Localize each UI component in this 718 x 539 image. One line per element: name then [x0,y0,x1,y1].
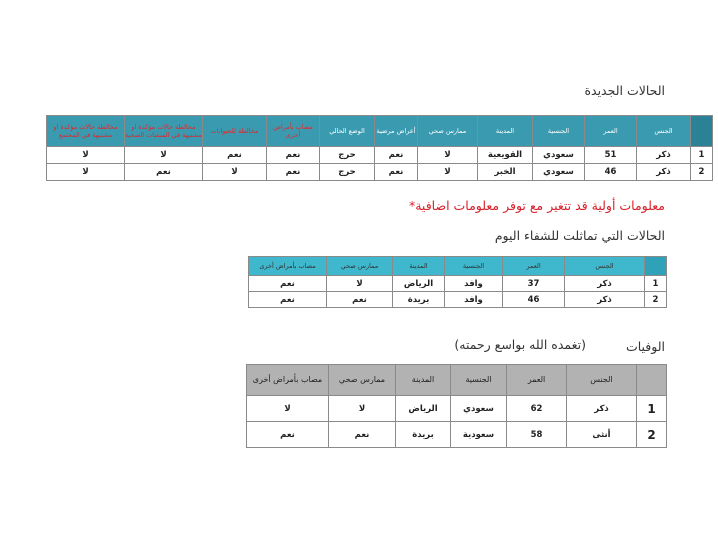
header-gender: الجنس [637,116,691,147]
cell-city: القويعية [478,147,533,164]
cell-city: بريدة [396,422,451,448]
cell-other-diseases: نعم [249,292,327,308]
cell-health-worker: لا [418,164,478,181]
header-other-diseases: مصاب بأمراض أخرى [249,257,327,276]
cell-city: الرياض [393,276,445,292]
table-row [47,164,713,181]
cell-community-contact: لا [47,164,125,181]
header-age: العمر [585,116,637,147]
row-number: 1 [637,396,667,422]
disclaimer-note: معلومات أولية قد تتغير مع توفر معلومات اضافية* [408,198,665,213]
cell-symptoms: نعم [375,147,418,164]
row-number: 2 [691,164,713,181]
header-symptoms: أعراض مرضية [375,116,418,147]
table-row [247,396,667,422]
section-title-recovered: الحالات التي تماثلت للشفاء اليوم [494,228,665,243]
section-title-deaths: الوفيات [625,339,665,354]
cell-nationality: سعودي [451,396,507,422]
cell-age: 62 [507,396,567,422]
cell-city: الخبر [478,164,533,181]
cell-facility-contact: نعم [125,164,203,181]
header-community-contact: مخالطة حالات مؤكدة او مشتبهة في المجتمع [47,116,125,147]
deaths-table [246,364,667,448]
table-header-row [249,257,667,276]
header-other-diseases: مصاب بأمراض أخرى [267,116,320,147]
header-current-status: الوضع الحالي [320,116,375,147]
cell-other-diseases: نعم [249,276,327,292]
cell-nationality: وافد [445,292,503,308]
row-number-header [645,257,667,276]
cell-other-diseases: نعم [247,422,329,448]
row-number: 1 [645,276,667,292]
cell-animal-contact: نعم [203,147,267,164]
cell-gender: ذكر [637,164,691,181]
cell-age: 58 [507,422,567,448]
row-number: 1 [691,147,713,164]
header-city: المدينة [478,116,533,147]
cell-other-diseases: لا [247,396,329,422]
table-row [249,292,667,308]
table-header-row [47,116,713,147]
header-city: المدينة [396,365,451,396]
cell-age: 46 [503,292,565,308]
cell-gender: أنثى [567,422,637,448]
cell-nationality: وافد [445,276,503,292]
row-number-header [637,365,667,396]
header-gender: الجنس [565,257,645,276]
cell-health-worker: لا [327,276,393,292]
cell-gender: ذكر [567,396,637,422]
row-number: 2 [637,422,667,448]
header-city: المدينة [393,257,445,276]
section-title-new-cases: الحالات الجديدة [584,83,665,98]
header-health-worker: ممارس صحي [418,116,478,147]
cell-city: بريدة [393,292,445,308]
cell-health-worker: نعم [327,292,393,308]
header-gender: الجنس [567,365,637,396]
header-health-worker: ممارس صحي [329,365,396,396]
header-nationality: الجنسية [533,116,585,147]
cell-current-status: حرج [320,147,375,164]
cell-animal-contact: لا [203,164,267,181]
new-cases-table [46,115,713,181]
section-subtitle-deaths: (تغمده الله بواسع رحمته) [454,337,586,352]
cell-age: 46 [585,164,637,181]
header-nationality: الجنسية [445,257,503,276]
cell-gender: ذكر [565,276,645,292]
cell-current-status: حرج [320,164,375,181]
cell-nationality: سعودي [533,147,585,164]
cell-nationality: سعودي [533,164,585,181]
table-row [249,276,667,292]
cell-health-worker: لا [418,147,478,164]
cell-facility-contact: لا [125,147,203,164]
header-age: العمر [503,257,565,276]
table-row [247,422,667,448]
cell-gender: ذكر [565,292,645,308]
table-row [47,147,713,164]
header-health-worker: ممارس صحي [327,257,393,276]
header-other-diseases: مصاب بأمراض أخرى [247,365,329,396]
cell-gender: ذكر [637,147,691,164]
cell-community-contact: لا [47,147,125,164]
cell-health-worker: نعم [329,422,396,448]
row-number: 2 [645,292,667,308]
cell-other-diseases: نعم [267,147,320,164]
recovered-table [248,256,667,308]
header-facility-contact: مخالطة حالات مؤكدة او مشتبهة في المنشات الصحية [125,116,203,147]
header-nationality: الجنسية [451,365,507,396]
table-header-row [247,365,667,396]
row-number-header [691,116,713,147]
header-animal-contact: مخالطة للحيوانات [203,116,267,147]
cell-city: الرياض [396,396,451,422]
header-age: العمر [507,365,567,396]
cell-symptoms: نعم [375,164,418,181]
cell-health-worker: لا [329,396,396,422]
cell-age: 37 [503,276,565,292]
cell-age: 51 [585,147,637,164]
cell-nationality: سعودية [451,422,507,448]
cell-other-diseases: نعم [267,164,320,181]
